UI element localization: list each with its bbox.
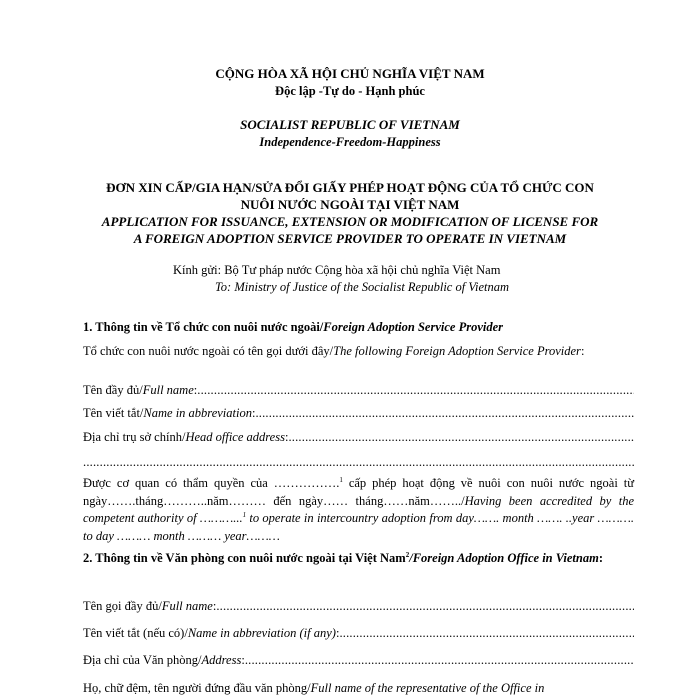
office-dots-line2 [83,455,634,470]
section2-heading [83,550,634,568]
title-vi-line1: ĐƠN XIN CẤP/GIA HẠN/SỬA ĐỔI GIẤY PHÉP HOẠT ĐỘNG CỦA TỔ CHỨC CON [106,180,594,195]
section1-intro-vi: Tổ chức con nuôi nước ngoài có tên gọi dưới đây/ [83,344,334,358]
accredited-en-dates: day……. month ……. ..year ………. to day ……… month ……… year……… [83,511,635,543]
accredited-vi-a: Được cơ quan có thẩm quyền của ……………. [83,476,340,490]
accredited-vi-dates: từ ngày…….tháng………..năm……… đến ngày…… tháng……năm……../ [83,476,635,508]
section2-heading-en-b: Vietnam [555,551,599,565]
office-address-field[interactable]: Địa chỉ của Văn phòng/ Address : ..... [83,653,634,669]
accredited-en-a: accredited by the competent authority of ………... [83,493,635,525]
office-abbr-dots [339,626,634,641]
section1-intro-colon: : [580,344,585,358]
footnote-1-marker-en: 1 [242,510,247,519]
provider-abbreviation-field[interactable]: Tên viết tắt/ Name in abbreviation : ..... [83,406,634,422]
office-address-dots [245,653,634,668]
office-abbr-label-vi: Tên viết tắt (nếu có)/ [83,626,188,640]
title-en-line1: APPLICATION FOR ISSUANCE, EXTENSION OR MODIFICATION OF LICENSE FOR [101,214,599,229]
office-full-name-dots [216,599,634,614]
full-name-dots [197,383,634,398]
accredited-en-b: to operate in intercountry adoption from [246,511,453,525]
accredited-en-start: Having been [464,493,533,508]
office-representative-field[interactable] [83,680,634,698]
footnote-2-marker: 2 [405,550,410,559]
office-full-name-label-en: Full name [161,599,213,613]
section1-intro-en: The following Foreign Adoption Service Provider [333,344,581,358]
abbr-label-vi: Tên viết tắt/ [83,406,144,420]
nation-name-en: SOCIALIST REPUBLIC OF VIETNAM [240,117,460,132]
section1-heading [83,320,503,335]
abbr-dots [255,406,634,421]
rep-label-en: Full name of the representative of the Office in [310,681,545,695]
office-abbr-label-en: Name in abbreviation (if any) [187,626,336,640]
accreditation-paragraph [83,475,634,545]
section2-heading-en-a: /Foreign Adoption Office in [409,551,553,565]
rep-label-vi: Họ, chữ đệm, tên người đứng đầu văn phòng/ [83,681,311,695]
recipient-vi: Kính gửi: Bộ Tư pháp nước Cộng hòa xã hội chủ nghĩa Việt Nam [173,263,501,277]
section2-heading-vi: 2. Thông tin về Văn phòng con nuôi nước ngoài tại Việt Nam [83,551,406,565]
motto-en: Independence-Freedom-Happiness [259,135,441,149]
footnote-1-marker: 1 [339,475,343,484]
motto-vi: Độc lập -Tự do - Hạnh phúc [275,84,425,98]
accredited-vi-b: cấp phép hoạt động về nuôi con nuôi nước ngoài [342,476,618,490]
title-en-line2: A FOREIGN ADOPTION SERVICE PROVIDER TO OPERATE IN VIETNAM [133,231,567,246]
nation-name-vi: CỘNG HÒA XÃ HỘI CHỦ NGHĨA VIỆT NAM [215,66,485,81]
abbr-label-en: Name in abbreviation [143,406,252,420]
office-address-label-vi: Địa chỉ của Văn phòng/ [83,653,202,667]
office-full-name-field[interactable]: Tên gọi đầy đủ/ Full name : ..... [83,599,634,615]
full-name-label-vi: Tên đầy đủ/ [83,383,143,397]
office-label-en: Head office address [185,430,285,444]
full-name-label-en: Full name [142,383,194,397]
head-office-address-continued[interactable] [83,455,634,471]
provider-full-name-field[interactable]: Tên đầy đủ/ Full name : ..... [83,383,634,399]
office-abbreviation-field[interactable]: Tên viết tắt (nếu có)/ Name in abbreviation (if any) : ..... [83,626,634,642]
title-vi-line2: NUÔI NƯỚC NGOÀI TẠI VIỆT NAM [240,197,460,212]
office-label-vi: Địa chỉ trụ sở chính/ [83,430,186,444]
section1-heading-vi: 1. Thông tin về Tổ chức con nuôi nước ngoài/ [83,320,324,334]
office-full-name-label-vi: Tên gọi đầy đủ/ [83,599,162,613]
section2-heading-colon: : [598,551,604,565]
section1-intro [83,343,634,361]
office-address-label-en: Address [201,653,242,667]
head-office-address-field[interactable]: Địa chỉ trụ sở chính/ Head office address : ..... [83,430,634,446]
recipient-en: To: Ministry of Justice of the Socialist Republic of Vietnam [215,280,510,294]
section1-heading-en: Foreign Adoption Service Provider [323,320,504,334]
office-dots [288,430,634,445]
